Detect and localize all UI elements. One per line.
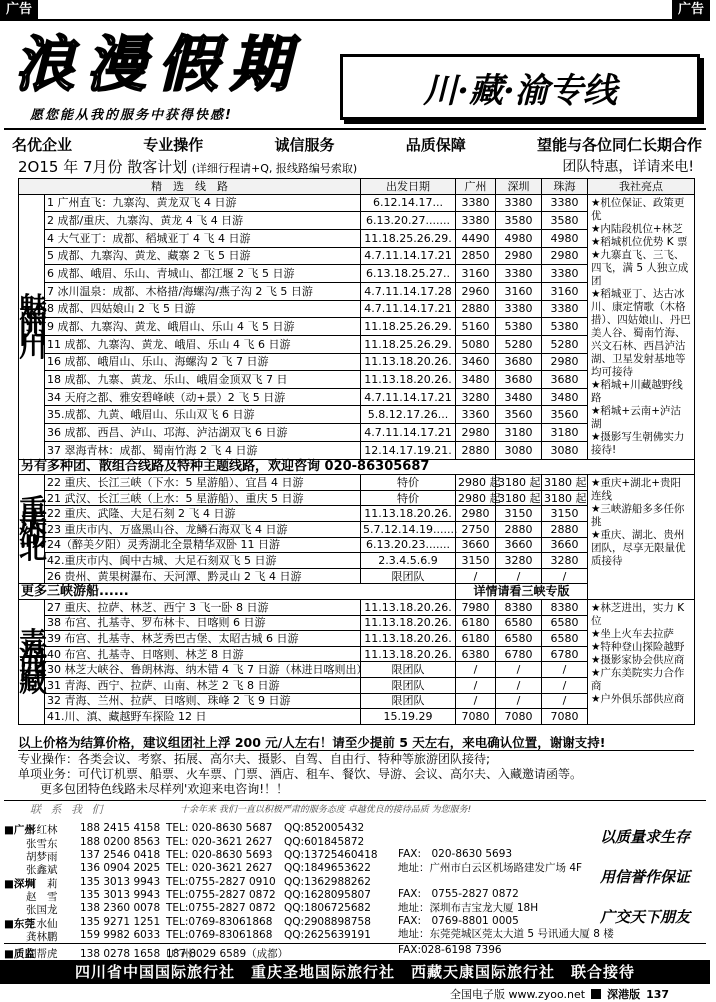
price-shenzhen: 3080 xyxy=(496,441,542,459)
price-shenzhen: / xyxy=(496,693,542,709)
price-shenzhen: 3380 xyxy=(496,194,542,212)
route-name: 1 广州直飞：九寨沟、黄龙双飞 4 日游 xyxy=(45,194,361,212)
price-zhuhai: 3380 xyxy=(542,300,588,318)
brand-logo: 浪漫假期 xyxy=(14,30,302,100)
contact-mobile[interactable]: 188 2415 4158 xyxy=(80,822,161,834)
route-name: 31 青海、西宁、拉萨、山南、林芝 2 飞 8 日游 xyxy=(45,677,361,693)
route-name: 27 重庆、拉萨、林芝、西宁 3 飞一卧 8 日游 xyxy=(45,599,361,615)
more-routes: 另有多种团、散组合线路及特种主题线路，欢迎咨询 020-86305687 xyxy=(19,459,695,475)
depart-dates: 11.13.18.20.26. xyxy=(361,506,456,522)
price-guangzhou: 3660 xyxy=(456,537,496,553)
price-zhuhai: 3080 xyxy=(542,441,588,459)
price-zhuhai: 3680 xyxy=(542,371,588,389)
price-shenzhen: 3380 xyxy=(496,300,542,318)
route-name: 9 成都、九寨沟、黄龙、峨眉山、乐山 4 飞 5 日游 xyxy=(45,318,361,336)
price-zhuhai: 6780 xyxy=(542,646,588,662)
price-zhuhai: 5380 xyxy=(542,318,588,336)
office-address: 地址：广州市白云区机场路建发广场 4F xyxy=(398,862,583,874)
contact-mobile[interactable]: 137 2546 0418 xyxy=(80,849,161,861)
depart-dates: 5.8.12.17.26... xyxy=(361,406,456,424)
price-guangzhou: 4490 xyxy=(456,229,496,247)
depart-dates: 6.13.20.23....... xyxy=(361,537,456,553)
highlight-item: ★稻城+川藏越野线路 xyxy=(591,378,683,404)
depart-dates: 11.18.25.26.29. xyxy=(361,229,456,247)
contact-qq[interactable]: QQ:1628095807 xyxy=(284,889,371,901)
depart-dates: 11.13.18.20.26. xyxy=(361,371,456,389)
highlight-item: ★坐上火车去拉萨 xyxy=(591,627,674,640)
depart-dates: 15.19.29 xyxy=(361,709,456,725)
office-fax: FAX: 020-8630 5693 xyxy=(398,848,513,860)
highlight-item: ★摄影写生朝佛实力接待! xyxy=(591,430,685,456)
contact-tel[interactable]: TEL:0769-83061868 xyxy=(166,929,273,941)
plan-right: 团队特惠，详请来电! xyxy=(562,159,694,175)
price-zhuhai: 3150 xyxy=(542,506,588,522)
route-name: 2 成都/重庆、九寨沟、黄龙 4 飞 4 日游 xyxy=(45,212,361,230)
highlights-cell xyxy=(588,475,695,600)
contact-tel[interactable]: TEL: 020-8630 5687 xyxy=(166,822,273,834)
more-lines: 更多包团特色线路未尽样列'欢迎来电咨询!！！ xyxy=(40,782,289,796)
highlight-item: ★摄影家协会供应商 xyxy=(591,653,685,666)
contact-qq[interactable]: QQ:13725460418 xyxy=(284,849,378,861)
price-guangzhou: / xyxy=(456,662,496,678)
price-shenzhen: 3180 起 xyxy=(496,475,542,491)
office-fax: FAX: 0769-8801 0005 xyxy=(398,915,519,927)
price-shenzhen: 3680 xyxy=(496,371,542,389)
price-shenzhen: 2880 xyxy=(496,521,542,537)
region-label: 青海西藏 xyxy=(19,599,45,724)
price-guangzhou: 3280 xyxy=(456,388,496,406)
more-cruises: 更多三峡游船...... xyxy=(19,584,456,600)
price-guangzhou: 5160 xyxy=(456,318,496,336)
contact-city: ■深圳 xyxy=(4,878,35,890)
route-name: 6 成都、峨眉、乐山、青城山、都江堰 2 飞 5 日游 xyxy=(45,265,361,283)
price-shenzhen: 3160 xyxy=(496,282,542,300)
route-name: 11 成都、九寨沟、黄龙、峨眉、乐山 4 飞 6 日游 xyxy=(45,335,361,353)
price-guangzhou: 7080 xyxy=(456,709,496,725)
highlight-item: ★稻城机位优势 K 票 xyxy=(591,235,688,248)
contact-mobile[interactable]: 135 3013 9943 xyxy=(80,876,161,888)
route-name: 36 成都、西昌、泸山、邛海、泸沽湖双飞 6 日游 xyxy=(45,424,361,442)
contact-tel[interactable]: TEL: 020-3621 2627 xyxy=(166,836,273,848)
route-name: 41.川、滇、藏越野车探险 12 日 xyxy=(45,709,361,725)
depart-dates: 11.13.18.20.26. xyxy=(361,631,456,647)
price-guangzhou: 6180 xyxy=(456,631,496,647)
depart-dates: 4.7.11.14.17.21 xyxy=(361,247,456,265)
highlights-cell xyxy=(588,194,695,459)
price-shenzhen: 6580 xyxy=(496,615,542,631)
contact-mobile[interactable]: 136 0904 2025 xyxy=(80,862,161,874)
contact-qq[interactable]: QQ:601845872 xyxy=(284,836,365,848)
highlight-item: ★三峡游船多多任你挑 xyxy=(591,503,685,529)
route-name: 21 武汉、长江三峡（上水：5 星游船）、重庆 5 日游 xyxy=(45,490,361,506)
col-header: 精 选 线 路 xyxy=(19,179,361,195)
price-shenzhen: 3180 xyxy=(496,424,542,442)
contact-name: 胡梦雨 xyxy=(26,851,58,863)
motto-item: 品质保障 xyxy=(405,136,466,154)
price-guangzhou: 2960 xyxy=(456,282,496,300)
price-zhuhai: 3380 xyxy=(542,194,588,212)
price-guangzhou: 6180 xyxy=(456,615,496,631)
contact-city: ■广州 xyxy=(4,824,35,836)
price-guangzhou: 2980 xyxy=(456,424,496,442)
price-zhuhai: 2880 xyxy=(542,521,588,537)
price-zhuhai: / xyxy=(542,662,588,678)
highlight-item: ★稻城亚丁、达古冰川、康定情歌（木格措）、四姑娘山、丹巴美人谷、蜀南竹海、兴文石林、西昌泸沽湖、卫星发射基地等均可接待 xyxy=(591,287,691,378)
contact-mobile[interactable]: 159 9982 6033 xyxy=(80,929,161,941)
plan-note: (详细行程请+Q, 报线路编号索取) xyxy=(191,162,358,175)
contact-heading: 联 系 我 们 xyxy=(30,803,106,816)
price-guangzhou: 3160 xyxy=(456,265,496,283)
price-zhuhai: / xyxy=(542,693,588,709)
price-guangzhou: 2850 xyxy=(456,247,496,265)
route-name: 30 林芝大峡谷、鲁朗林海、纳木错 4 飞 7 日游（林进日喀则出） xyxy=(45,662,361,678)
depart-dates: 12.14.17.19.21. xyxy=(361,441,456,459)
header-rule xyxy=(4,128,706,130)
highlight-item: ★特种登山探险越野 xyxy=(591,640,685,653)
route-title: 川·藏·渝专线 xyxy=(423,70,617,111)
price-shenzhen: 8380 xyxy=(496,599,542,615)
col-header: 出发日期 xyxy=(361,179,456,195)
price-guangzhou: / xyxy=(456,693,496,709)
depart-dates: 限团队 xyxy=(361,568,456,584)
price-shenzhen: 3580 xyxy=(496,212,542,230)
depart-dates: 限团队 xyxy=(361,677,456,693)
price-shenzhen: 4980 xyxy=(496,229,542,247)
price-shenzhen: 3660 xyxy=(496,537,542,553)
contact-city: ■质监 xyxy=(4,948,35,960)
route-title-box xyxy=(340,54,700,120)
price-shenzhen: 3150 xyxy=(496,506,542,522)
price-zhuhai: 3180 起 xyxy=(542,490,588,506)
contact-name: 胡帮虎 xyxy=(26,948,58,960)
route-name: 5 成都、九寨沟、黄龙、藏寨 2 飞 5 日游 xyxy=(45,247,361,265)
price-guangzhou: 3460 xyxy=(456,353,496,371)
plan-title: 2O15 年 7月份 散客计划 xyxy=(18,158,188,176)
price-shenzhen: 3180 起 xyxy=(496,490,542,506)
contact-name: 张国龙 xyxy=(26,904,58,916)
price-guangzhou: 3480 xyxy=(456,371,496,389)
price-shenzhen: / xyxy=(496,568,542,584)
contact-divider xyxy=(4,943,706,944)
price-shenzhen: / xyxy=(496,677,542,693)
price-zhuhai: 2980 xyxy=(542,353,588,371)
highlight-item: ★九寨直飞、三飞、四飞，满 5 人独立成团 xyxy=(591,248,689,287)
bottom-bar: 四川省中国国际旅行社 重庆圣地国际旅行社 西藏天康国际旅行社 联合接待 xyxy=(0,960,710,984)
pro-ops: 专业操作：各类会议、考察、拓展、高尔夫、摄影、自驾、自由行、特种等旅游团队接待; xyxy=(18,752,491,766)
footer-site[interactable]: 全国电子版 www.zyoo.net xyxy=(450,988,586,1001)
depart-dates: 6.12.14.17... xyxy=(361,194,456,212)
motto-item: 诚信服务 xyxy=(274,136,335,154)
contact-name: 何 莉 xyxy=(26,878,58,890)
contact-name: 龚林鹏 xyxy=(26,931,58,943)
route-name: 24（醉美夕阳）灵秀湖北全景精华双卧 11 日游 xyxy=(45,537,361,553)
price-guangzhou: 2880 xyxy=(456,300,496,318)
price-guangzhou: 3360 xyxy=(456,406,496,424)
page-footer xyxy=(450,986,669,1002)
more-cruises-right: 详情请看三峡专版 xyxy=(456,584,588,600)
depart-dates: 限团队 xyxy=(361,693,456,709)
price-shenzhen: 7080 xyxy=(496,709,542,725)
route-name: 7 冰川温泉：成都、木格措/海螺沟/燕子沟 2 飞 5 日游 xyxy=(45,282,361,300)
price-shenzhen: 2980 xyxy=(496,247,542,265)
page-number: 137 xyxy=(646,987,670,1001)
price-shenzhen: 5280 xyxy=(496,335,542,353)
price-zhuhai: 3160 xyxy=(542,282,588,300)
office-address: 地址：东莞莞城区莞太大道 5 号讯通大厦 8 楼 xyxy=(398,928,614,940)
region-label: 魅丽四川 xyxy=(19,194,45,459)
depart-dates: 6.13.18.25.27.. xyxy=(361,265,456,283)
depart-dates: 2.3.4.5.6.9 xyxy=(361,553,456,569)
contact-qq[interactable]: QQ:1806725682 xyxy=(284,902,371,914)
route-name: 18 成都、九寨、黄龙、乐山、峨眉金顶双飞 7 日 xyxy=(45,371,361,389)
highlight-item: ★林芝进出，实力 K 位 xyxy=(591,601,685,627)
route-name: 22 重庆、武隆、大足石刻 2 飞 4 日游 xyxy=(45,506,361,522)
price-zhuhai: 3480 xyxy=(542,388,588,406)
contact-qq[interactable]: QQ:852005432 xyxy=(284,822,365,834)
contact-mobile[interactable]: 135 3013 9943 xyxy=(80,889,161,901)
price-guangzhou: 2880 xyxy=(456,441,496,459)
route-name: 38 布宫、扎基寺、罗布林卡、日喀则 6 日游 xyxy=(45,615,361,631)
price-zhuhai: 3180 起 xyxy=(542,475,588,491)
plan-title-wrap xyxy=(18,156,357,177)
price-zhuhai: / xyxy=(542,677,588,693)
table-header-row xyxy=(19,179,695,195)
route-table xyxy=(18,178,695,725)
contact-mobile[interactable]: 188 0200 8563 xyxy=(80,836,161,848)
contact-name: 张雪东 xyxy=(26,838,58,850)
contact-mobile[interactable]: 138 0278 1658（广州） xyxy=(80,948,203,960)
callout: 广交天下朋友 xyxy=(599,908,690,926)
col-header: 珠海 xyxy=(542,179,588,195)
price-zhuhai: 4980 xyxy=(542,229,588,247)
highlight-item: ★稻城+云南+泸沽湖 xyxy=(591,404,682,430)
price-zhuhai: 3180 xyxy=(542,424,588,442)
price-shenzhen: / xyxy=(496,662,542,678)
contact-qq[interactable]: QQ:1849653622 xyxy=(284,862,371,874)
price-shenzhen: 3280 xyxy=(496,553,542,569)
col-header: 广州 xyxy=(456,179,496,195)
contact-name: 王水仙 xyxy=(26,918,58,930)
price-guangzhou: 3150 xyxy=(456,553,496,569)
depart-dates: 特价 xyxy=(361,490,456,506)
region-label: 重庆湖北 xyxy=(19,475,45,584)
contact-city: ■东莞 xyxy=(4,918,35,930)
contact-mobile[interactable]: 138 2360 0078 xyxy=(80,902,161,914)
edition: 深港版 xyxy=(607,988,641,1001)
route-name: 39 布宫、扎基寺、林芝秀巴古堡、太昭古城 6 日游 xyxy=(45,631,361,647)
highlight-item: ★广东美院实力合作商 xyxy=(591,666,685,692)
route-name: 35.成都、九黄、峨眉山、乐山双飞 6 日游 xyxy=(45,406,361,424)
price-guangzhou: 7980 xyxy=(456,599,496,615)
route-name: 34 天府之都、雅安碧峰峡（动+景）2 飞 5 日游 xyxy=(45,388,361,406)
price-note: 以上价格为结算价格，建议组团社上浮 200 元/人左右！请至少提前 5 天左右，来电确认位置，谢谢支持! xyxy=(18,735,694,751)
price-guangzhou: 5080 xyxy=(456,335,496,353)
route-name: 4 大气亚丁：成都、稻城亚丁 4 飞 4 日游 xyxy=(45,229,361,247)
price-shenzhen: 3560 xyxy=(496,406,542,424)
price-zhuhai: 3560 xyxy=(542,406,588,424)
top-rule xyxy=(0,19,710,21)
depart-dates: 11.18.25.26.29. xyxy=(361,318,456,336)
depart-dates: 限团队 xyxy=(361,662,456,678)
route-name: 40 布宫、扎基寺、日喀则、林芝 8 日游 xyxy=(45,646,361,662)
motto-item: 名优企业 xyxy=(12,136,73,154)
ad-label-left: 广告 xyxy=(0,0,38,20)
depart-dates: 特价 xyxy=(361,475,456,491)
route-name: 26 贵州、黄果树瀑布、天河潭、黔灵山 2 飞 4 日游 xyxy=(45,568,361,584)
depart-dates: 5.7.12.14.19....... xyxy=(361,521,456,537)
highlight-item: ★重庆、湖北、贵州团队，尽享无限量优质接待 xyxy=(591,529,686,568)
price-shenzhen: 3680 xyxy=(496,353,542,371)
highlight-item: ★重庆+湖北+贵阳连线 xyxy=(591,477,682,503)
contact-tel[interactable]: TEL: 020-3621 2627 xyxy=(166,862,273,874)
contact-qq[interactable]: QQ:2908898758 xyxy=(284,916,371,928)
table-row xyxy=(19,475,695,491)
contact-tel[interactable]: TEL:0755-2827 0872 xyxy=(166,902,276,914)
price-guangzhou: 2980 起 xyxy=(456,490,496,506)
price-zhuhai: / xyxy=(542,568,588,584)
depart-dates: 6.13.20.27....... xyxy=(361,212,456,230)
price-zhuhai: 6580 xyxy=(542,615,588,631)
contact-qq[interactable]: QQ:1362988262 xyxy=(284,876,371,888)
price-guangzhou: / xyxy=(456,568,496,584)
price-guangzhou: 6380 xyxy=(456,646,496,662)
price-zhuhai: 5280 xyxy=(542,335,588,353)
contact-tel[interactable]: TEL:0755-2827 0910 xyxy=(166,876,276,888)
contact-tel[interactable]: TEL: 020-8630 5693 xyxy=(166,849,273,861)
brand-slogan: 愿您能从我的服务中获得快感! xyxy=(30,108,233,123)
price-zhuhai: 6580 xyxy=(542,631,588,647)
col-header: 深圳 xyxy=(496,179,542,195)
route-name: 8 成都、四姑娘山 2 飞 5 日游 xyxy=(45,300,361,318)
depart-dates: 11.13.18.20.26. xyxy=(361,615,456,631)
contact-tel[interactable]: TEL:0755-2827 0872 xyxy=(166,889,276,901)
price-guangzhou: 3380 xyxy=(456,194,496,212)
single-ops: 单项业务：可代订机票、船票、火车票、门票、酒店、租车、餐饮、导游、会议、高尔夫、入藏邀请函等。 xyxy=(18,767,583,781)
route-name: 16 成都、峨眉山、乐山、海螺沟 2 飞 7 日游 xyxy=(45,353,361,371)
office-fax: FAX:028-6198 7396 xyxy=(398,944,502,956)
price-guangzhou: 2980 起 xyxy=(456,475,496,491)
route-name: 23 重庆市内、万盛黑山谷、龙鳞石海双飞 4 日游 xyxy=(45,521,361,537)
highlights-cell xyxy=(588,599,695,724)
price-zhuhai: 7080 xyxy=(542,709,588,725)
price-guangzhou: 3380 xyxy=(456,212,496,230)
contact-tel[interactable]: TEL:0769-83061868 xyxy=(166,916,273,928)
office-address: 地址：深圳布吉宝龙大厦 18H xyxy=(398,902,539,914)
table-row xyxy=(19,599,695,615)
price-zhuhai: 8380 xyxy=(542,599,588,615)
price-zhuhai: 3280 xyxy=(542,553,588,569)
price-shenzhen: 6580 xyxy=(496,631,542,647)
price-zhuhai: 3380 xyxy=(542,265,588,283)
highlight-item: ★户外俱乐部供应商 xyxy=(591,692,685,705)
price-guangzhou: / xyxy=(456,677,496,693)
motto-item: 专业操作 xyxy=(143,136,204,154)
depart-dates: 4.7.11.14.17.21 xyxy=(361,388,456,406)
motto-row xyxy=(12,134,702,155)
callout: 以质量求生存 xyxy=(599,828,690,846)
callout: 用信誉作保证 xyxy=(599,868,690,886)
route-name: 37 翠海青林：成都、蜀南竹海 2 飞 4 日游 xyxy=(45,441,361,459)
route-name: 32 青海、兰州、拉萨、日喀则、珠峰 2 飞 9 日游 xyxy=(45,693,361,709)
price-guangzhou: 2980 xyxy=(456,506,496,522)
office-fax: FAX: 0755-2827 0872 xyxy=(398,888,519,900)
route-name: 22 重庆、长江三峡（下水：5 星游船）、宜昌 4 日游 xyxy=(45,475,361,491)
depart-dates: 11.13.18.20.26. xyxy=(361,646,456,662)
depart-dates: 11.13.18.20.26. xyxy=(361,353,456,371)
contact-qq[interactable]: QQ:2625639191 xyxy=(284,929,371,941)
price-zhuhai: 2980 xyxy=(542,247,588,265)
contact-name: 彭红林 xyxy=(26,824,58,836)
price-shenzhen: 3480 xyxy=(496,388,542,406)
depart-dates: 4.7.11.14.17.28 xyxy=(361,282,456,300)
more-row xyxy=(19,459,695,475)
highlight-item: ★内陆段机位+林芝 xyxy=(591,222,683,235)
contact-slogan: 十余年来 我们一直以积极严肃的服务态度 卓越优良的接待品质 为您服务! xyxy=(180,805,472,815)
price-guangzhou: 2750 xyxy=(456,521,496,537)
price-zhuhai: 3660 xyxy=(542,537,588,553)
ad-label-right: 广告 xyxy=(672,0,710,20)
contact-mobile[interactable]: 135 9271 1251 xyxy=(80,916,161,928)
table-row xyxy=(19,194,695,212)
price-shenzhen: 5380 xyxy=(496,318,542,336)
depart-dates: 11.13.18.20.26. xyxy=(361,599,456,615)
contact-tel[interactable]: 187 8029 6589（成都） xyxy=(166,948,289,960)
depart-dates: 4.7.11.14.17.21 xyxy=(361,300,456,318)
route-name: 42.重庆市内、阆中古城、大足石刻双飞 5 日游 xyxy=(45,553,361,569)
square-icon xyxy=(591,989,601,999)
contact-name: 赵 雪 xyxy=(26,891,58,903)
highlight-item: ★机位保证、政策更优 xyxy=(591,196,685,222)
price-shenzhen: 6780 xyxy=(496,646,542,662)
motto-item: 望能与各位同仁长期合作 xyxy=(536,136,702,154)
col-header: 我社亮点 xyxy=(588,179,695,195)
price-shenzhen: 3380 xyxy=(496,265,542,283)
depart-dates: 4.7.11.14.17.21 xyxy=(361,424,456,442)
contact-name: 张鑫斌 xyxy=(26,864,58,876)
depart-dates: 11.18.25.26.29. xyxy=(361,335,456,353)
price-zhuhai: 3580 xyxy=(542,212,588,230)
